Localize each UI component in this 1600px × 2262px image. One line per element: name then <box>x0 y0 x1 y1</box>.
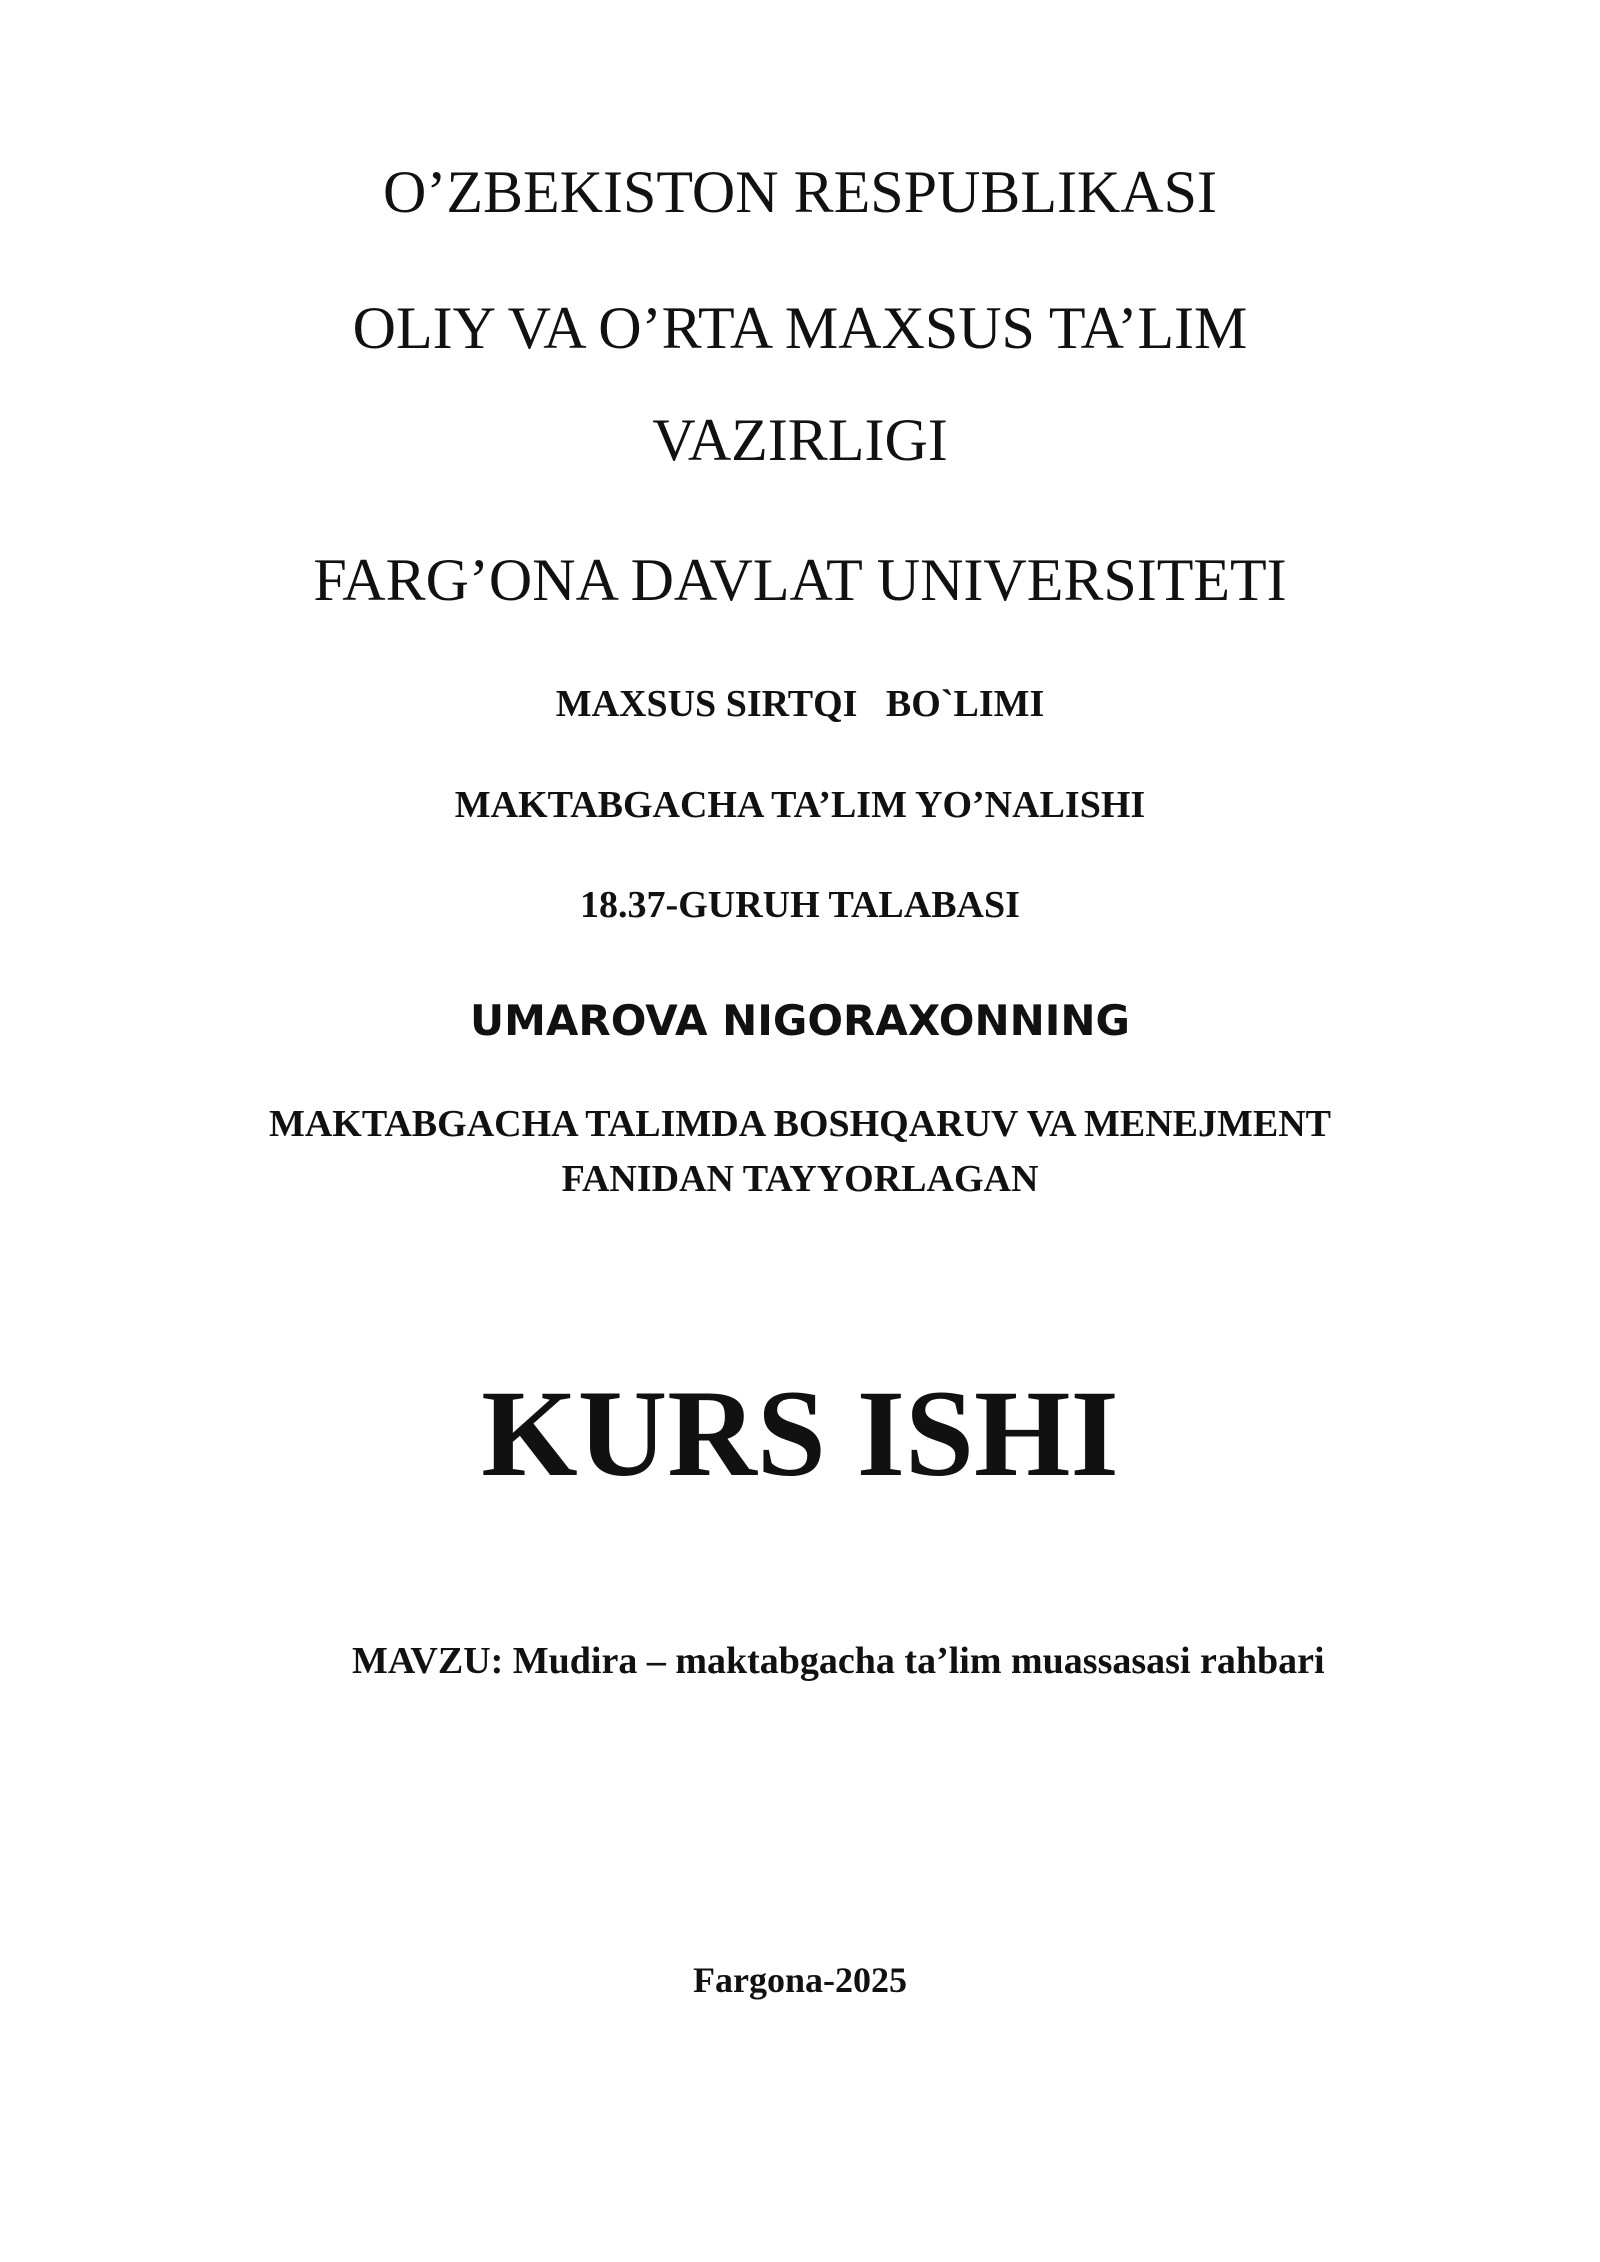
subject-line-1: MAKTABGACHA TALIMDA BOSHQARUV VA MENEJMENT <box>268 1103 1332 1145</box>
topic-line: MAVZU: Mudira – maktabgacha ta’lim muassasasi rahbari <box>352 1640 1325 1682</box>
subject-line-2: FANIDAN TAYYORLAGAN <box>561 1158 1039 1200</box>
university-heading: FARG’ONA DAVLAT UNIVERSITETI <box>313 547 1287 613</box>
direction-line: MAKTABGACHA TA’LIM YO’NALISHI <box>454 784 1146 826</box>
city-year: Fargona-2025 <box>693 1960 907 2000</box>
main-title: KURS ISHI <box>481 1365 1119 1502</box>
department-line: MAXSUS SIRTQI BO`LIMI <box>555 683 1045 725</box>
ministry-heading-line1: OLIY VA O’RTA MAXSUS TA’LIM <box>352 295 1248 361</box>
student-name: UMAROVA NIGORAXONNING <box>469 996 1131 1045</box>
country-heading: O’ZBEKISTON RESPUBLIKASI <box>383 159 1217 225</box>
ministry-heading-line2: VAZIRLIGI <box>652 407 948 473</box>
group-line: 18.37-GURUH TALABASI <box>580 884 1020 926</box>
